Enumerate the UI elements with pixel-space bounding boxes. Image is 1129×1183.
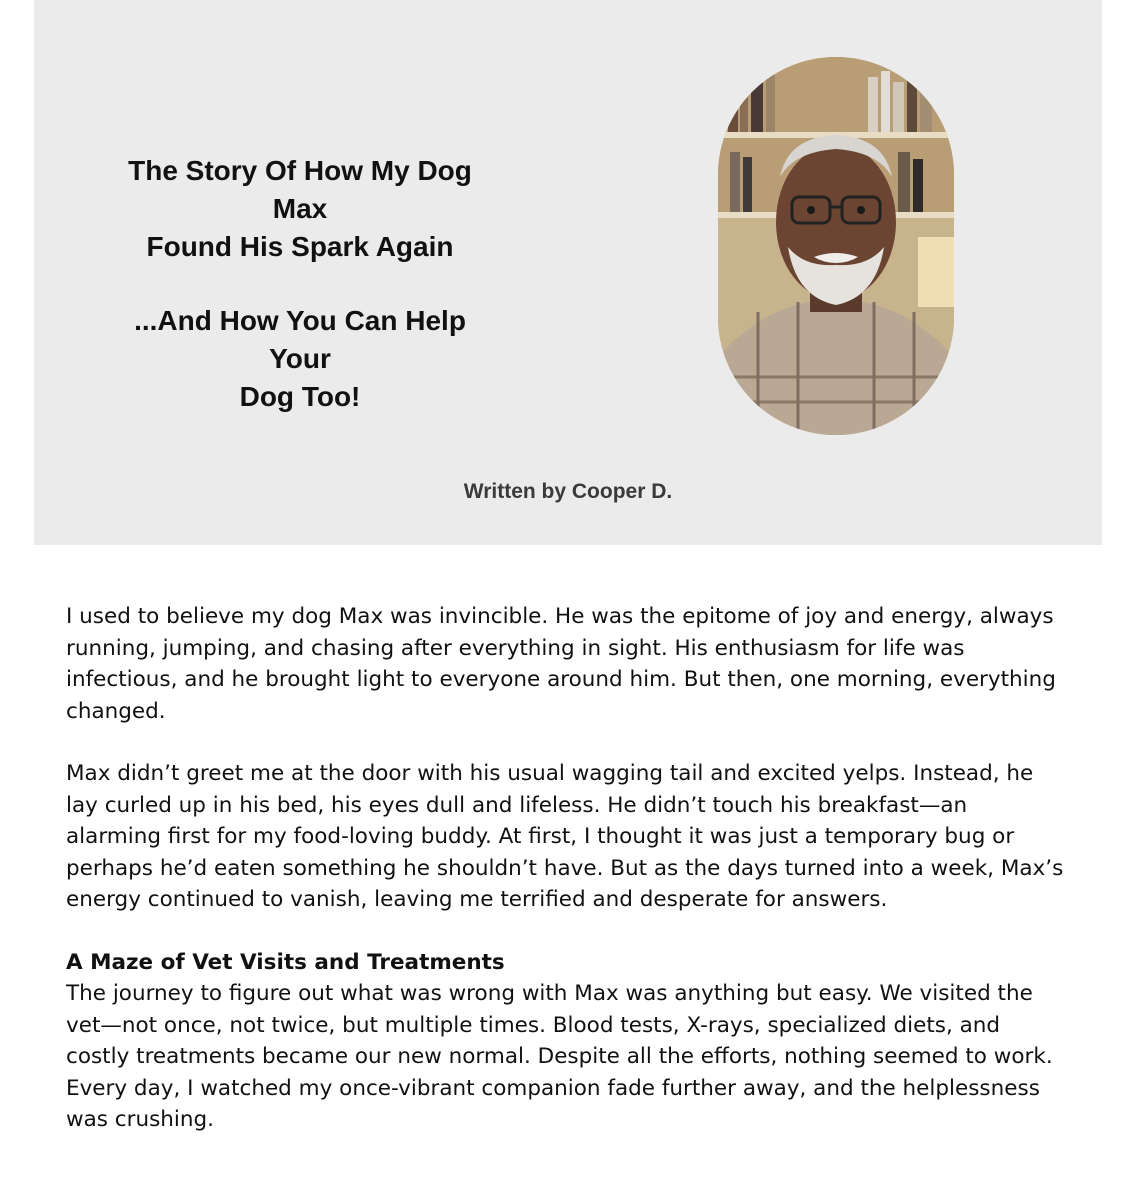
subheadline-line: ...And How You Can Help Your [134,305,466,374]
section-heading: A Maze of Vet Visits and Treatments [66,949,505,975]
page-title [100,152,500,416]
author-photo-illustration [718,57,954,435]
article-body [66,601,1066,1167]
hero-banner [34,0,1102,545]
author-portrait [718,57,954,435]
headline-line: The Story Of How My Dog Max [128,155,472,224]
article-paragraph: Max didn’t greet me at the door with his usual wagging tail and excited yelps. Instead, he lay curled up in his bed, his eyes dull and lifeless. He didn’t touch his breakfast—an alarming first for my food-loving buddy. At first, I thought it was just a temporary bug or perhaps he’d eaten something he shouldn’t have. But as the days turned into a week, Max’s energy continued to vanish, leaving me terrified and desperate for answers. [66,761,1064,912]
article-paragraph: I used to believe my dog Max was invincible. He was the epitome of joy and energy, always running, jumping, and chasing after everything in sight. His enthusiasm for life was infectious, and he brought light to everyone around him. But then, one morning, everything changed. [66,604,1056,724]
author-byline: Written by Cooper D. [463,480,673,503]
article-paragraph: The journey to figure out what was wrong with Max was anything but easy. We visited the vet—not once, not twice, but multiple times. Blood tests, X-rays, specialized diets, and costly treatments became our new normal. Despite all the efforts, nothing seemed to work. Every day, I watched my once-vibrant companion fade further away, and the helplessness was crushing. [66,981,1053,1132]
headline-line: Found His Spark Again [146,231,454,262]
headline-spacer [100,266,500,302]
subheadline-line: Dog Too! [239,381,361,412]
